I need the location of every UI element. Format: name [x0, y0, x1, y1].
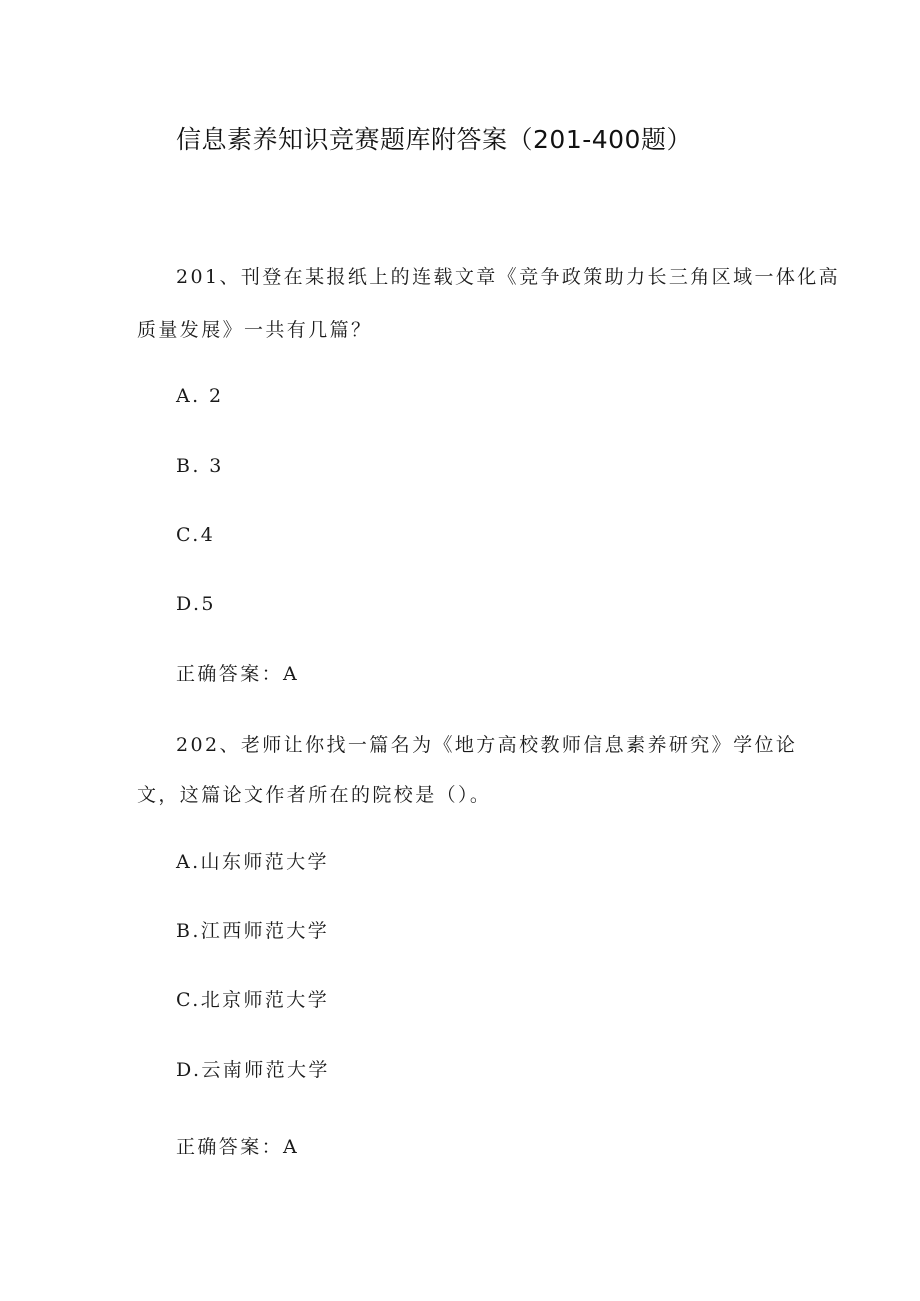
question-201-option-a: A. 2 [176, 385, 224, 407]
question-202-stem-line1: 202、老师让你找一篇名为《地方高校教师信息素养研究》学位论 [176, 734, 798, 756]
question-202-option-b: B.江西师范大学 [176, 920, 330, 942]
question-202-stem-line2: 文，这篇论文作者所在的院校是（）。 [137, 784, 492, 806]
question-201-answer: 正确答案：A [176, 663, 300, 685]
question-201-stem-line2: 质量发展》一共有几篇？ [137, 319, 373, 341]
question-201-option-d: D.5 [176, 593, 216, 615]
question-201-stem-line1: 201、刊登在某报纸上的连载文章《竞争政策助力长三角区域一体化高 [176, 266, 841, 288]
question-201-option-c: C.4 [176, 524, 216, 546]
question-202-answer: 正确答案：A [176, 1136, 300, 1158]
question-201-option-b: B. 3 [176, 455, 224, 477]
question-202-option-c: C.北京师范大学 [176, 989, 330, 1011]
question-202-option-a: A.山东师范大学 [176, 851, 329, 873]
document-title: 信息素养知识竞赛题库附答案（201-400题） [176, 125, 692, 154]
question-202-option-d: D.云南师范大学 [176, 1059, 330, 1081]
